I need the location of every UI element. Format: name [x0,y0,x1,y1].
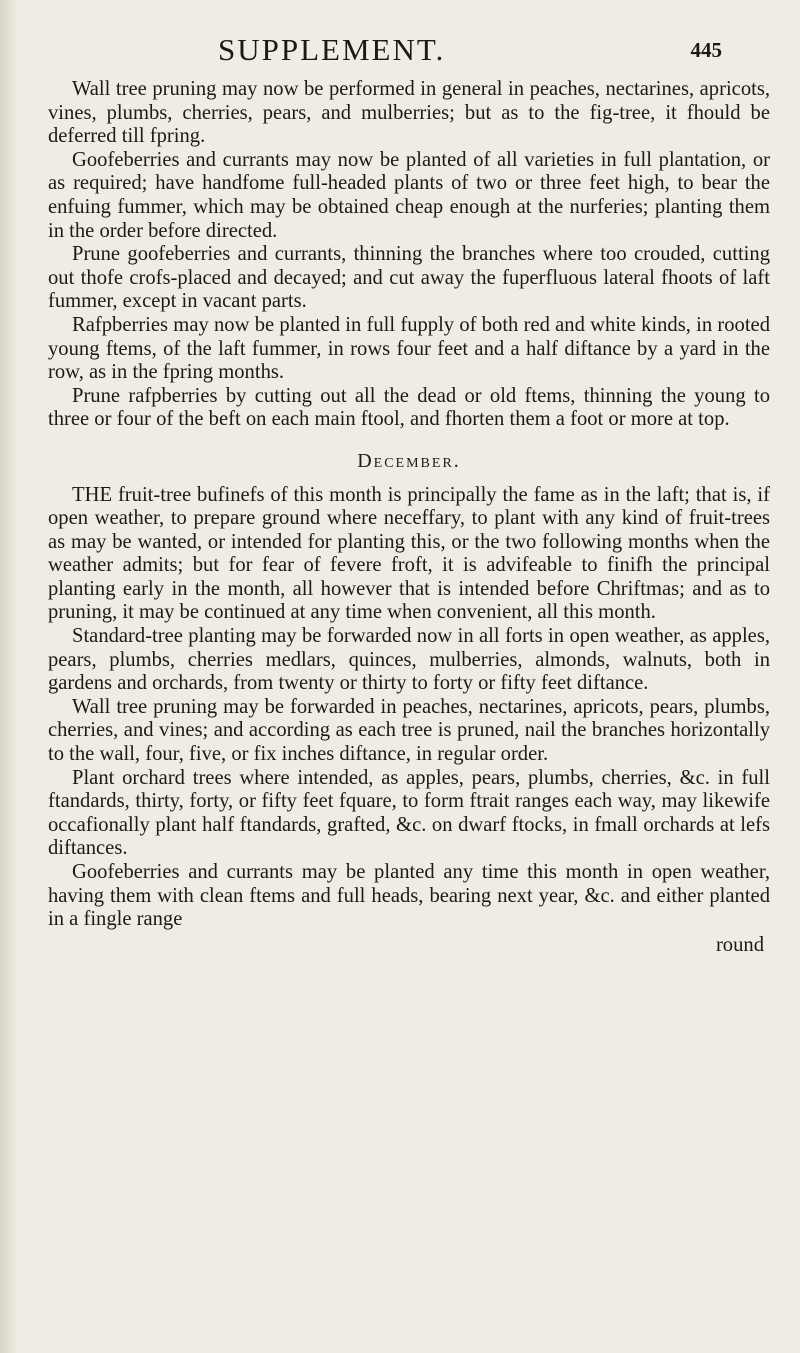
page-binding-shadow [0,0,18,1353]
paragraph: Wall tree pruning may be forwarded in peaches, nectarines, apricots, pears, plumbs, cherries, and vines; and according as each tree is pruned, nail the branches horizontally to the wall, four, five, or fix inches diftance, in regular order. [48,695,770,766]
body-text [48,78,770,932]
paragraph: Standard-tree planting may be forwarded now in all forts in open weather, as apples, pears, plumbs, cherries medlars, quinces, mulberries, almonds, walnuts, both in gardens and orchards, from twenty or thirty to forty or fifty feet diftance. [48,625,770,695]
catchword: round [715,933,764,956]
page-number: 445 [690,38,722,62]
book-page [48,22,770,957]
paragraph: THE fruit-tree bufinefs of this month is principally the fame as in the laft; that is, if open weather, to prepare ground where neceffary, to plant with any kind of fruit-trees as may be wanted, or intended for planting this, or the two following months when the weather admits; but for fear of fevere froft, it is advifeable to finifh the principal planting early in the month, all however that is intended before Chriftmas; and as to pruning, it may be continued at any time when convenient, all this month. [48,483,770,624]
paragraph: Goofeberries and currants may be planted any time this month in open weather, having them with clean ftems and full heads, bearing next year, &c. and either planted in a fingle range [48,861,770,931]
paragraph: Plant orchard trees where intended, as apples, pears, plumbs, cherries, &c. in full ftandards, thirty, forty, or fifty feet fquare, to form ftrait ranges each way, may likewife occafionally plant half ftandards, grafted, &c. on dwarf ftocks, in fmall orchards at lefs diftances. [48,766,770,860]
running-title: SUPPLEMENT. [218,32,446,67]
paragraph: Prune rafpberries by cutting out all the dead or old ftems, thinning the young to three or four of the beft on each main ftool, and fhorten them a foot or more at top. [48,384,770,431]
paragraph: Goofeberries and currants may now be planted of all varieties in full plantation, or as required; have handfome full-headed plants of two or three feet high, to bear the enfuing fummer, which may be obtained cheap enough at the nurferies; planting them in the order before directed. [48,148,770,242]
paragraph: Prune goofeberries and currants, thinning the branches where too crouded, cutting out thofe crofs-placed and decayed; and cut away the fuperfluous lateral fhoots of laft fummer, except in vacant parts. [48,243,770,313]
section-heading: December. [357,449,461,472]
paragraph: Wall tree pruning may now be performed in general in peaches, nectarines, apricots, vines, plumbs, cherries, pears, and mulberries; but as to the fig-tree, it fhould be deferred till fpring. [48,78,770,148]
paragraph: Rafpberries may now be planted in full fupply of both red and white kinds, in rooted young ftems, of the laft fummer, in rows four feet and a half diftance by a yard in the row, as in the fpring months. [48,313,770,384]
running-head [48,22,770,78]
